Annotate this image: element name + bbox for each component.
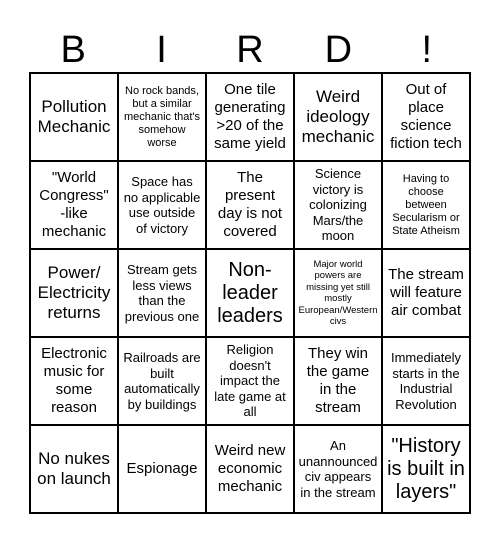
bingo-cell-power-electricity[interactable] [30,249,118,337]
header-letter-r: R [236,29,264,71]
cell-text: Major world powers are missing yet still mostly European/Western civs [298,258,378,327]
cell-text: An unannounced civ appears in the stream [298,438,378,500]
cell-text: "World Congress" -like mechanic [39,169,109,240]
cell-text: Religion doesn't impact the late game at all [214,342,286,420]
cell-text: The stream will feature air combat [388,266,464,319]
cell-text: Having to choose between Secularism or State Atheism [392,172,460,237]
cell-text: No rock bands, but a similar mechanic that's somehow worse [123,84,201,149]
cell-text: They win the game in the stream [306,345,370,416]
header-letter-i: I [156,29,167,71]
bingo-cell-weird-ideology[interactable] [294,73,382,161]
bingo-cell-no-rock-bands[interactable] [118,73,206,161]
bingo-cell-history-layers[interactable] [382,425,470,513]
cell-text: The present day is not covered [217,169,283,240]
header-letter-b: B [60,29,86,71]
cell-text: Railroads are built automatically by buildings [123,350,201,412]
header-letter-d: D [324,29,353,71]
cell-text: Non-leader leaders [217,258,283,327]
bingo-header [29,28,471,72]
cell-text: Pollution Mechanic [37,97,111,136]
cell-text: "History is built in layers" [387,434,465,503]
bingo-cell-secularism-atheism[interactable] [382,161,470,249]
cell-text: Electronic music for some reason [41,345,107,416]
cell-text: Science victory is colonizing Mars/the moon [309,166,367,244]
bingo-cell-economic-mechanic[interactable] [206,425,294,513]
bingo-cell-one-tile-yield[interactable] [206,73,294,161]
bingo-cell-sci-fi-tech[interactable] [382,73,470,161]
bingo-cell-religion-late-game[interactable] [206,337,294,425]
cell-text: Power/ Electricity returns [37,263,111,322]
cell-text: No nukes on launch [37,449,111,488]
bingo-cell-pollution-mechanic[interactable] [30,73,118,161]
bingo-cell-non-leader-leaders[interactable] [206,249,294,337]
cell-text: Immediately starts in the Industrial Revolution [390,350,462,412]
bingo-cell-railroads[interactable] [118,337,206,425]
bingo-cell-space-use[interactable] [118,161,206,249]
bingo-cell-stream-views[interactable] [118,249,206,337]
bingo-cell-no-nukes[interactable] [30,425,118,513]
bingo-cell-industrial-revolution[interactable] [382,337,470,425]
cell-text: Stream gets less views than the previous one [124,262,200,324]
bingo-board [29,72,471,514]
bingo-cell-win-game[interactable] [294,337,382,425]
cell-text: Out of place science fiction tech [390,81,462,152]
cell-text: One tile generating >20 of the same yield [214,81,286,152]
bingo-cell-espionage[interactable] [118,425,206,513]
bingo-cell-present-day[interactable] [206,161,294,249]
bingo-cell-mars-victory[interactable] [294,161,382,249]
bingo-cell-air-combat[interactable] [382,249,470,337]
cell-text: Espionage [126,460,198,477]
bingo-cell-electronic-music[interactable] [30,337,118,425]
cell-text: Space has no applicable use outside of victory [123,174,201,236]
cell-text: Weird new economic mechanic [214,442,286,495]
header-letter-exclamation: ! [421,29,433,71]
cell-text: Weird ideology mechanic [301,87,375,146]
bingo-cell-unannounced-civ[interactable] [294,425,382,513]
bingo-cell-world-congress[interactable] [30,161,118,249]
bingo-cell-major-powers-missing[interactable] [294,249,382,337]
